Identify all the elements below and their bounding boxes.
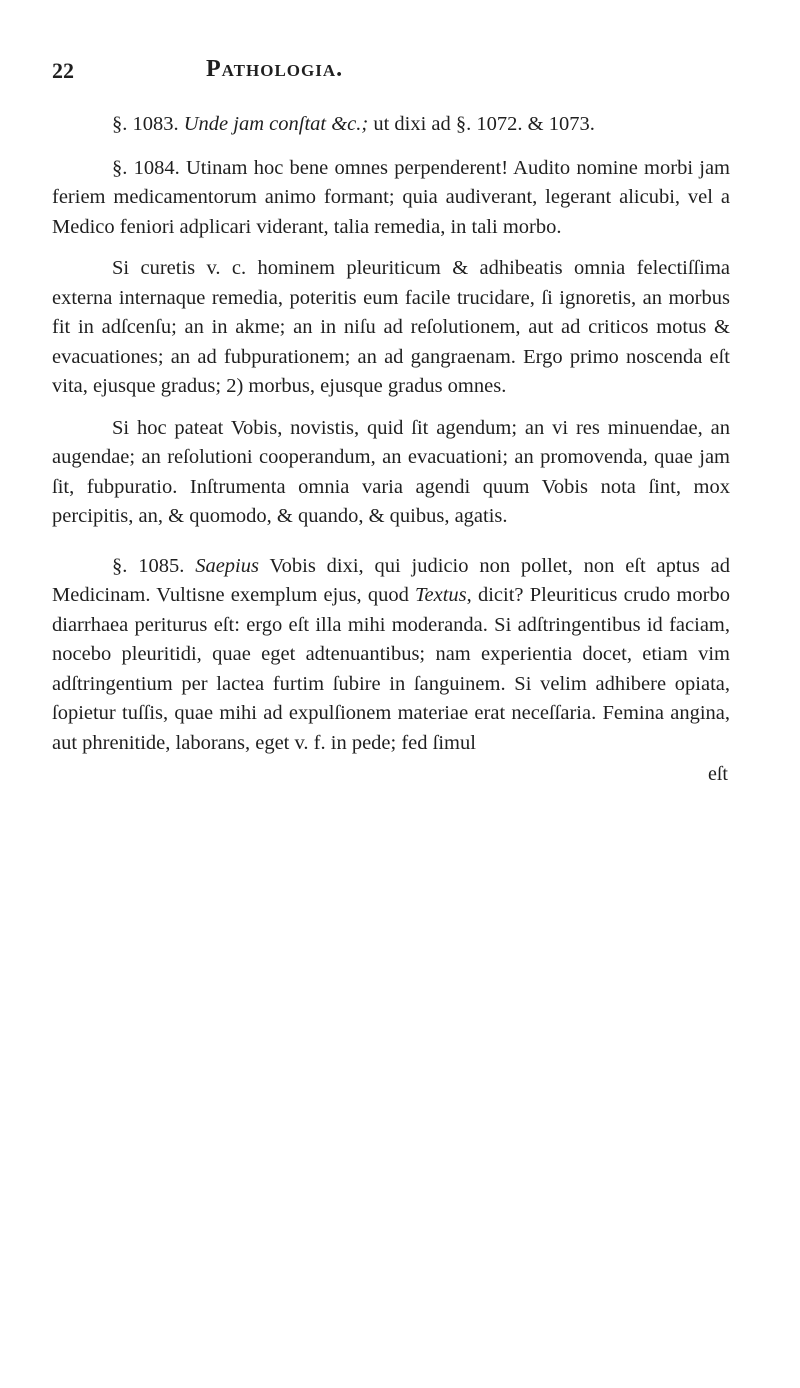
running-head — [52, 52, 730, 92]
italic-text: Textus — [415, 584, 467, 606]
paragraph-curetis — [52, 254, 730, 402]
text-run: ut dixi ad §. 1072. & 1073. — [368, 113, 595, 135]
section-1084 — [52, 154, 730, 243]
paragraph-pateat — [52, 414, 730, 532]
text-run: Si hoc pateat Vobis, novistis, quid ſit agendum; an vi res minuendae, an augendae; an reſolutioni cooperandum, an evacuationi; an promovenda, quae jam ſit, fubpuratio. Inſtrumenta omnia varia agendi quum Vobis nota ſint, mox percipitis, an, & quomodo, & quando, & quibus, agatis. — [52, 416, 730, 527]
text-run: §. 1085. — [112, 554, 196, 577]
section-1083 — [52, 110, 730, 140]
italic-text: Saepius — [195, 554, 259, 577]
text-run: §. 1084. Utinam hoc bene omnes perpenderent! Audito nomine morbi jam feriem medicamentorum animo formant; quia audiverant, legerant alicubi, vel a Medico feniori adplicari viderant, talia remedia, in tali morbo. — [52, 156, 730, 238]
catchword: eſt — [708, 763, 728, 785]
body-text — [52, 110, 730, 790]
italic-text: Unde jam conſtat &c.; — [183, 113, 369, 135]
text-run: Si curetis v. c. hominem pleuriticum & adhibeatis omnia felectiſſima externa internaque remedia, poteritis eum facile trucidare, ſi ignoretis, an morbus fit in adſcenſu; an in akme; an in niſu ad reſolutionem, aut ad criticos motus & evacuationes; an ad fubpurationem; an ad gangraenam. Ergo primo noscenda eſt vita, ejusque gradus; 2) morbus, ejusque gradus omnes. — [52, 257, 730, 397]
running-title: Pathologia. — [206, 56, 344, 82]
text-run: §. 1083. — [112, 113, 184, 135]
section-1085 — [52, 552, 730, 759]
text-run: , dicit? Pleuriticus crudo morbo diarrhaea periturus eſt: ergo eſt illa mihi moderanda. Si adſtringentibus id faciam, nocebo pleuritidi, quae eget adtenuantibus; nam experientia docet, etiam vim adſtringentium per lactea furtim ſubire in ſanguinem. Si velim adhibere opiata, ſopietur tuſſis, quae mihi ad expulſionem materiae erat neceſſaria. Femina angina, aut phrenitide, laborans, eget v. f. in pede; fed ſimul — [52, 584, 730, 754]
page-number: 22 — [52, 58, 74, 83]
text-run: Vobis dixi, qui judicio non pollet, non eſt aptus ad Medicinam. Vultisne exemplum ejus, quod — [52, 554, 730, 606]
